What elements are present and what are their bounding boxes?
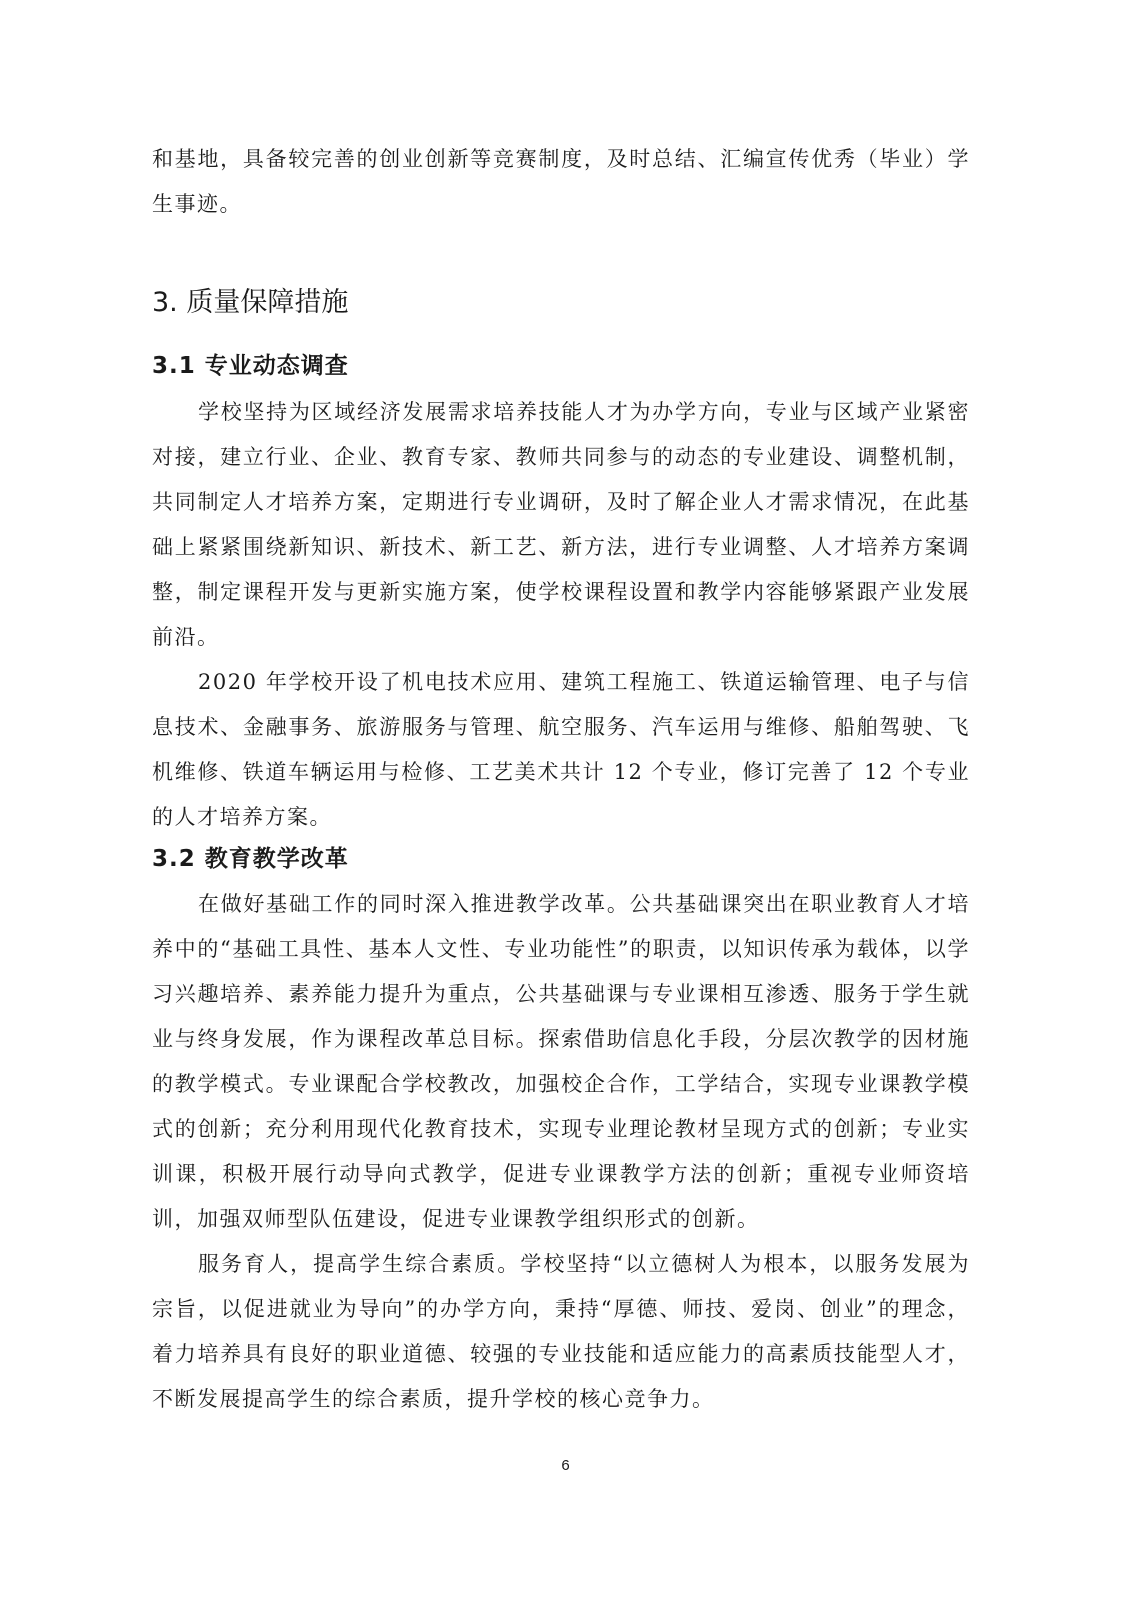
page-number: 6 (561, 1457, 570, 1474)
paragraph: 在做好基础工作的同时深入推进教学改革。公共基础课突出在职业教育人才培养中的“基础工具性、基本人文性、专业功能性”的职责，以知识传承为载体，以学习兴趣培养、素养能力提升为重点，公共基础课与专业课相互渗透、服务于学生就业与终身发展，作为课程改革总目标。探索借助信息化手段，分层次教学的因材施的教学模式。专业课配合学校教改，加强校企合作，工学结合，实现专业课教学模式的创新；充分利用现代化教育技术，实现专业理论教材呈现方式的创新；专业实训课，积极开展行动导向式教学，促进专业课教学方法的创新；重视专业师资培训，加强双师型队伍建设，促进专业课教学组织形式的创新。 (152, 892, 970, 1231)
intro-block (152, 137, 970, 227)
subsection-heading-3-1: 3.1 专业动态调查 (152, 353, 349, 379)
subsection-3-1-body (152, 390, 970, 840)
subsection-3-2-body (152, 882, 970, 1422)
section-heading: 3. 质量保障措施 (152, 287, 349, 318)
subsection-heading-3-2: 3.2 教育教学改革 (152, 846, 349, 872)
paragraph: 学校坚持为区域经济发展需求培养技能人才为办学方向，专业与区域产业紧密对接，建立行业、企业、教育专家、教师共同参与的动态的专业建设、调整机制，共同制定人才培养方案，定期进行专业调研，及时了解企业人才需求情况，在此基础上紧紧围绕新知识、新技术、新工艺、新方法，进行专业调整、人才培养方案调整，制定课程开发与更新实施方案，使学校课程设置和教学内容能够紧跟产业发展前沿。 (152, 400, 970, 649)
intro-paragraph: 和基地，具备较完善的创业创新等竞赛制度，及时总结、汇编宣传优秀（毕业）学生事迹。 (152, 147, 970, 216)
paragraph: 服务育人，提高学生综合素质。学校坚持“以立德树人为根本，以服务发展为宗旨，以促进就业为导向”的办学方向，秉持“厚德、师技、爱岗、创业”的理念，着力培养具有良好的职业道德、较强的专业技能和适应能力的高素质技能型人才，不断发展提高学生的综合素质，提升学校的核心竞争力。 (152, 1252, 970, 1411)
paragraph: 2020 年学校开设了机电技术应用、建筑工程施工、铁道运输管理、电子与信息技术、金融事务、旅游服务与管理、航空服务、汽车运用与维修、船舶驾驶、飞机维修、铁道车辆运用与检修、工艺美术共计 12 个专业，修订完善了 12 个专业的人才培养方案。 (152, 670, 970, 829)
